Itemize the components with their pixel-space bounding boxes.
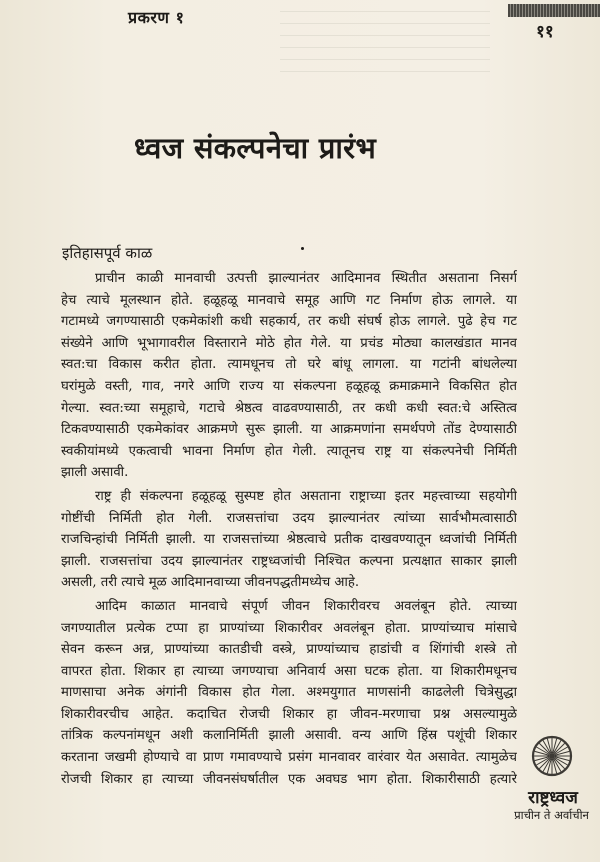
- text-line: राजचिन्हांची निर्मिती झाली. या राजसत्तांच्या श्रेष्ठत्वाचे प्रतीक दाखवण्यातून ध्वजांची निर्मिती: [61, 532, 517, 548]
- text-line: करताना जखमी होण्याचे वा प्राण गमावण्याचे प्रसंग मानवावर वारंवार येत असावेत. त्यामुळेच: [61, 750, 517, 766]
- text-line: शिकारीवरचीच आहेत. कदाचित रोजची शिकार हा जीवन-मरणाचा प्रश्न असल्यामुळे: [61, 706, 517, 722]
- text-line: रोजची शिकार हा त्याच्या जीवनसंघर्षातील एक अवघड भाग होता. शिकारीसाठी हत्यारे: [61, 771, 517, 787]
- text-line: हेच त्याचे मूलस्थान होते. हळूहळू मानवाचे समूह आणि गट निर्माण होऊ लागले. या: [61, 292, 517, 308]
- bleed-through-text: [280, 0, 490, 130]
- text-line: असली, तरी त्याचे मूळ आदिमानवाच्या जीवनपद्धतीमध्येच आहे.: [61, 575, 360, 591]
- chapter-title: ध्वज संकल्पनेचा प्रारंभ: [134, 131, 377, 165]
- text-line: गटामध्ये जगण्यासाठी एकमेकांशी कधी सहकार्य, तर कधी संघर्ष होऊ लागले. पुढे हेच गट: [61, 314, 517, 330]
- text-line: राष्ट्र ही संकल्पना हळूहळू सुस्पष्ट होत असताना राष्ट्राच्या इतर महत्त्वाच्या सहयोगी: [95, 488, 517, 504]
- body-text: [61, 268, 517, 790]
- paragraph: [61, 268, 517, 484]
- text-line: माणसाचा अनेक अंगांनी विकास होत गेला. अश्मयुगात माणसांनी काढलेली चित्रेसुद्धा: [61, 685, 517, 701]
- stray-dot: [301, 247, 304, 250]
- text-line: स्वत:चा विकास करीत होता. त्यामधूनच तो घरे बांधू लागला. या गटांनी बांधलेल्या: [61, 357, 517, 373]
- text-line: झाली असावी.: [61, 465, 129, 481]
- text-line: घरांमुळे वस्ती, गाव, नगरे आणि राज्य या संकल्पना हळूहळू क्रमाक्रमाने विकसित होत: [61, 378, 517, 394]
- book-badge-title: राष्ट्रध्वज: [528, 788, 578, 808]
- text-line: संख्येने आणि भूभागावरील विस्ताराने मोठे होत गेले. या प्रचंड मोठ्या कालखंडात मानव: [61, 335, 517, 351]
- paragraph: [61, 486, 517, 594]
- text-line: गोष्टींची निर्मिती होत गेली. राजसत्तांचा उदय झाल्यानंतर त्यांच्या सार्वभौमत्वासाठी: [61, 510, 517, 526]
- paragraph: [61, 596, 517, 790]
- page-number: ११: [536, 22, 554, 42]
- chapter-label: प्रकरण १: [128, 8, 185, 27]
- ashoka-chakra-icon: [530, 734, 574, 778]
- page-tab-bar: [508, 4, 600, 17]
- text-line: गेल्या. स्वत:च्या समूहाचे, गटाचे श्रेष्ठत्व वाढवण्यासाठी, तर कधी कधी स्वत:चे अस्तित्व: [61, 400, 517, 416]
- text-line: स्वकीयांमध्ये एकत्वाची भावना निर्माण होत गेली. त्यातूनच राष्ट्र या संकल्पनेची निर्मिती: [61, 443, 517, 459]
- text-line: प्राचीन काळी मानवाची उत्पत्ती झाल्यानंतर आदिमानव स्थितीत असताना निसर्ग: [95, 271, 517, 286]
- book-badge-subtitle: प्राचीन ते अर्वाचीन: [514, 808, 589, 822]
- text-line: तांत्रिक कल्पनांमधून अशी कलानिर्मिती झाली असावी. वन्य आणि हिंस्र पशूंची शिकार: [61, 728, 517, 744]
- text-line: टिकवण्यासाठी एकमेकांवर आक्रमणे सुरू झाली. या आक्रमणांना समर्थपणे तोंड देण्यासाठी: [61, 422, 517, 438]
- text-line: वापरत होता. शिकार हा त्याच्या जगण्याचा अनिवार्य असा घटक होता. या शिकारीमधूनच: [61, 663, 517, 679]
- text-line: जगण्यातील प्रत्येक टप्पा हा प्राण्यांच्या शिकारीवर अवलंबून होता. प्राण्यांच्याच मांसाचे: [61, 620, 517, 636]
- text-line: झाली. राजसत्तांचा उदय झाल्यानंतर राष्ट्रध्वजांची निश्चित कल्पना प्रत्यक्षात साकार झाली: [61, 553, 517, 569]
- section-heading: इतिहासपूर्व काळ: [62, 244, 153, 262]
- text-line: सेवन करून अन्न, प्राण्यांच्या कातडीची वस्त्रे, प्राण्यांच्याच हाडांची व शिंगांची शस्त्रे तो: [61, 642, 517, 658]
- text-line: आदिम काळात मानवाचे संपूर्ण जीवन शिकारीवरच अवलंबून होते. त्याच्या: [95, 598, 517, 614]
